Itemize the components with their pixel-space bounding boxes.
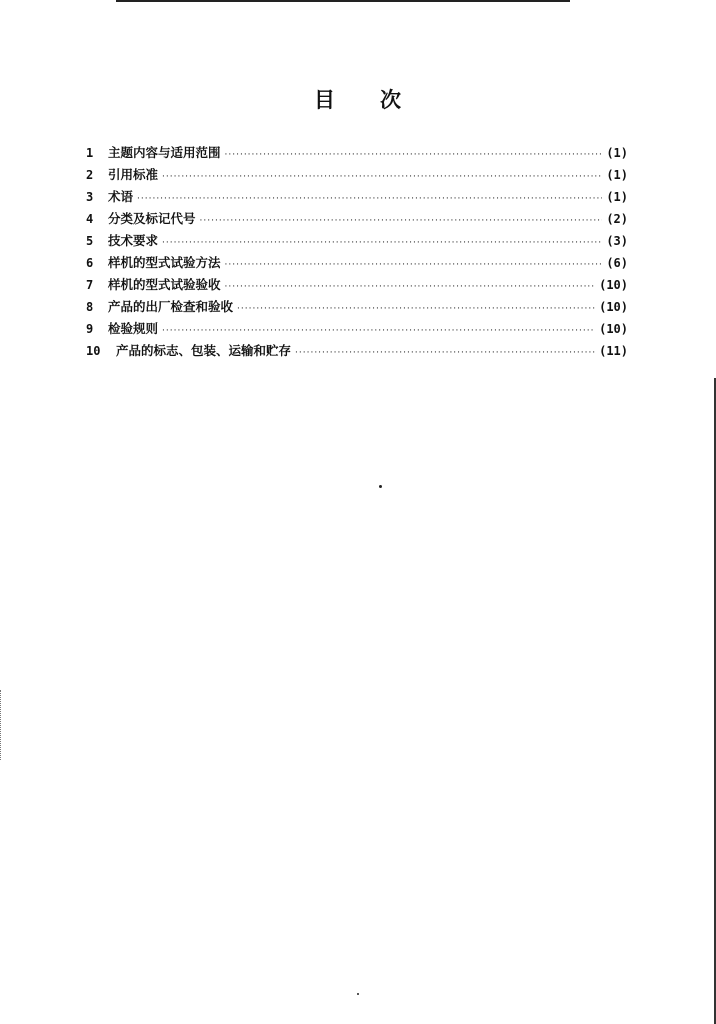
toc-leader-dots: [225, 254, 603, 276]
toc-entry[interactable]: [86, 274, 628, 296]
toc-entry-number: 4: [86, 212, 94, 226]
toc-entry-title: 技术要求: [108, 233, 159, 248]
toc-leader-dots: [137, 188, 602, 210]
toc-leader-dots: [162, 166, 602, 188]
toc-leader-dots: [162, 320, 595, 342]
toc-leader-dots: [162, 232, 602, 254]
toc-entry[interactable]: [86, 208, 628, 230]
toc-entry-number: 5: [86, 234, 94, 248]
toc-entry-page: (3): [606, 234, 628, 248]
scan-edge-specks: [0, 690, 4, 760]
title-char-1: 目: [314, 88, 336, 112]
toc-entry[interactable]: [86, 340, 628, 362]
toc-entry-page: (2): [606, 212, 628, 226]
toc-entry-title: 分类及标记代号: [108, 211, 196, 226]
toc-entry-number: 10: [86, 344, 101, 358]
toc-entry-page: (11): [599, 344, 628, 358]
toc-entry[interactable]: [86, 252, 628, 274]
toc-leader-dots: [200, 210, 603, 232]
scan-speck: [379, 485, 382, 488]
toc-entry[interactable]: [86, 230, 628, 252]
toc-entry-title: 引用标准: [108, 167, 159, 182]
toc-entry-number: 8: [86, 300, 94, 314]
toc-entry-title: 术语: [108, 189, 134, 204]
toc-entry-page: (10): [599, 322, 628, 336]
toc-entry-page: (1): [606, 190, 628, 204]
toc-entry[interactable]: [86, 296, 628, 318]
toc-entry-title: 主题内容与适用范围: [108, 145, 221, 160]
page-title: [0, 84, 716, 114]
toc-leader-dots: [237, 298, 595, 320]
toc-entry[interactable]: [86, 186, 628, 208]
toc-entry-number: 3: [86, 190, 94, 204]
toc-entry-page: (1): [606, 168, 628, 182]
toc-leader-dots: [295, 342, 595, 364]
toc-entry[interactable]: [86, 318, 628, 340]
toc-entry-page: (1): [606, 146, 628, 160]
toc-entry-page: (10): [599, 278, 628, 292]
toc-entry-title: 样机的型式试验验收: [108, 277, 221, 292]
top-rule: [116, 0, 570, 2]
toc-entry-number: 1: [86, 146, 94, 160]
toc-entry-title: 产品的标志、包装、运输和贮存: [116, 343, 292, 358]
toc-entry-number: 7: [86, 278, 94, 292]
toc-entry[interactable]: [86, 164, 628, 186]
scan-speck: [357, 993, 359, 995]
toc-entry-title: 产品的出厂检查和验收: [108, 299, 234, 314]
table-of-contents: [86, 142, 628, 362]
toc-entry[interactable]: [86, 142, 628, 164]
toc-entry-page: (6): [606, 256, 628, 270]
toc-entry-number: 9: [86, 322, 94, 336]
toc-entry-page: (10): [599, 300, 628, 314]
toc-entry-number: 6: [86, 256, 94, 270]
toc-entry-title: 样机的型式试验方法: [108, 255, 221, 270]
toc-entry-title: 检验规则: [108, 321, 159, 336]
title-char-2: 次: [380, 88, 402, 112]
toc-entry-number: 2: [86, 168, 94, 182]
toc-leader-dots: [225, 144, 603, 166]
toc-leader-dots: [225, 276, 596, 298]
